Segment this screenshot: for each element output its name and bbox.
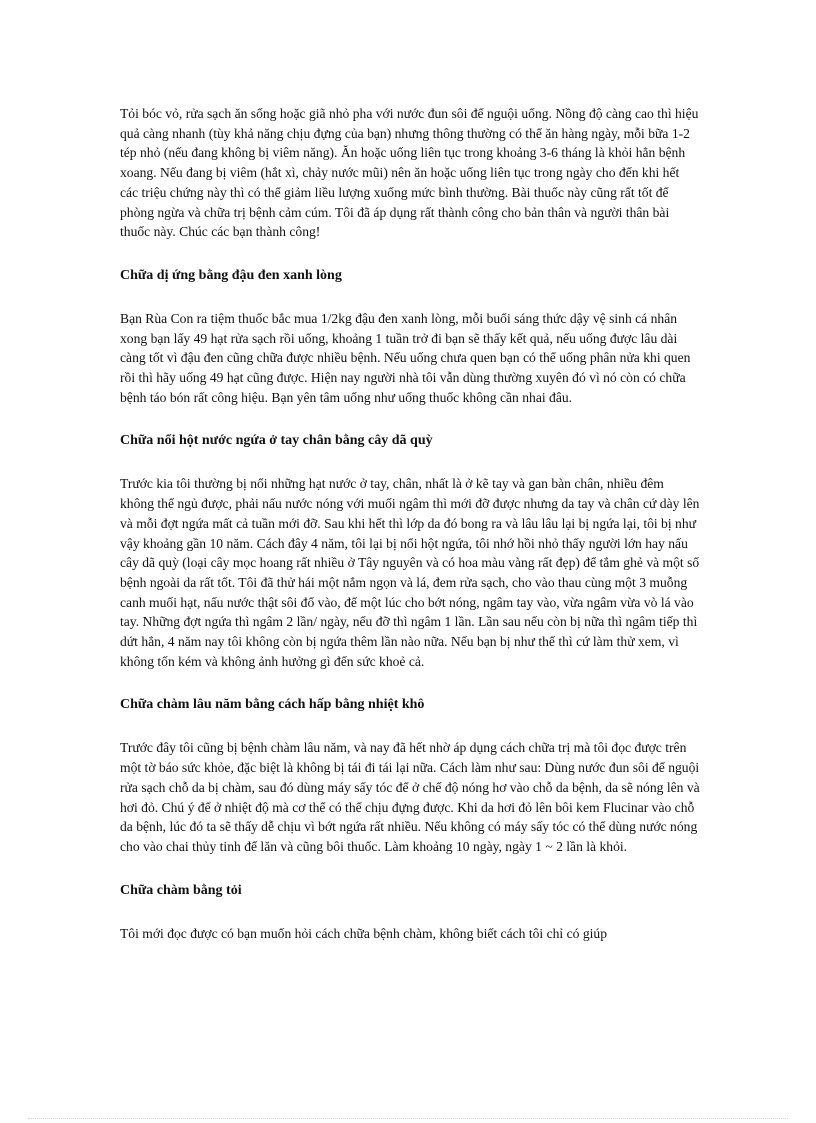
paragraph-allergy-black-bean: Bạn Rùa Con ra tiệm thuốc bắc mua 1/2kg đậu đen xanh lòng, mỗi buổi sáng thức dậy vệ sinh cá nhân xong bạn lấy 49 hạt rửa sạch rồi uống, khoảng 1 tuần trở đi bạn sẽ thấy kết quả, nếu uống được lâu dài càng tốt vì đậu đen cũng chữa được nhiều bệnh. Nếu uống chưa quen bạn có thể uống phân nửa khi quen rồi thì hãy uống 49 hạt cũng được. Hiện nay người nhà tôi vẫn dùng thường xuyên đó vì nó còn có chữa bệnh táo bón rất công hiệu. Bạn yên tâm uống như uống thuốc không cần nhai đâu.	[120, 310, 691, 405]
page-bottom-divider	[28, 1118, 788, 1119]
paragraph-garlic-remedy: Tỏi bóc vỏ, rửa sạch ăn sống hoặc giã nhỏ pha với nước đun sôi để nguội uống. Nồng độ càng cao thì hiệu quả càng nhanh (tùy khả năng chịu đựng của bạn) nhưng thông thường có thể ăn hàng ngày, mỗi bữa 1-2 tép nhỏ (nếu đang không bị viêm năng). Ăn hoặc uống liên tục trong khoảng 3-6 tháng là khỏi hẳn bệnh xoang. Nếu đang bị viêm (hắt xì, chảy nước mũi) nên ăn hoặc uống liên tục trong ngày cho đến khi hết các triệu chứng này thì có thể giảm liều lượng xuống mức bình thường. Bài thuốc này cũng rất tốt để phòng ngừa và chữa trị bệnh cảm cúm. Tôi đã áp dụng rất thành công cho bản thân và người thân bài thuốc này. Chúc các bạn thành công!	[120, 106, 699, 240]
document-content	[120, 104, 700, 967]
paragraph-itchy-blisters: Trước kia tôi thường bị nổi những hạt nước ở tay, chân, nhất là ở kẽ tay và gan bàn chân, nhiều đêm không thể ngủ được, phải nấu nước nóng với muối ngâm thì mới đỡ được nhưng da tay và chân cứ dày lên và mỗi đợt ngứa mất cả tuần mới đỡ. Sau khi hết thì lớp da đó bong ra và lâu lâu lại bị ngứa lại, tôi bị như vậy khoảng gần 10 năm. Cách đây 4 năm, tôi lại bị nổi hột ngứa, tôi nhớ hồi nhỏ thấy người lớn hay nấu cây dã quỳ (loại cây mọc hoang rất nhiều ở Tây nguyên và có hoa màu vàng rất đẹp) để tắm ghẻ và một số bệnh ngoài da rất tốt. Tôi đã thử hái một nắm ngọn và lá, đem rửa sạch, cho vào thau cùng một 3 muỗng canh muối hạt, nấu nước thật sôi đổ vào, để một lúc cho bớt nóng, ngâm tay vào, vừa ngâm vừa vò lá vào tay. Những đợt ngứa thì ngâm 2 lần/ ngày, nếu đỡ thì ngâm 1 lần. Lần sau nếu còn bị nữa thì ngâm tiếp thì dứt hẳn, 4 năm nay tôi không còn bị ngứa thêm lần nào nữa. Nếu bạn bị như thế thì cứ làm thử xem, vì không tốn kém và không ảnh hưởng gì đến sức khoẻ cả.	[120, 476, 700, 669]
heading-itchy-blisters: Chữa nổi hột nước ngứa ở tay chân bằng cây dã quỳ	[120, 433, 433, 449]
heading-eczema-dry-heat: Chữa chàm lâu năm bằng cách hấp bằng nhiệt khô	[120, 697, 425, 713]
heading-allergy-black-bean: Chữa dị ứng bằng đậu đen xanh lòng	[120, 267, 342, 283]
paragraph-eczema-dry-heat: Trước đây tôi cũng bị bệnh chàm lâu năm, và nay đã hết nhờ áp dụng cách chữa trị mà tôi đọc được trên một tờ báo sức khỏe, đặc biệt là không bị tái đi tái lại nữa. Cách làm như sau: Dùng nước đun sôi để nguội rửa sạch chỗ da bị chàm, sau đó dùng máy sấy tóc để ở chế độ nóng hơ vào chỗ da bệnh, da sẽ nóng lên và hơi đỏ. Chú ý để ở nhiệt độ mà cơ thể có thể chịu đựng được. Khi da hơi đỏ lên bôi kem Flucinar vào chỗ da bệnh, lúc đó ta sẽ thấy dễ chịu vì bớt ngứa rất nhiều. Nếu không có máy sấy tóc có thể dùng nước nóng cho vào chai thủy tinh để lăn và cũng bôi thuốc. Làm khoảng 10 ngày, ngày 1 ~ 2 lần là khỏi.	[120, 740, 700, 854]
heading-eczema-garlic: Chữa chàm bằng tỏi	[120, 882, 242, 898]
paragraph-eczema-garlic: Tôi mới đọc được có bạn muốn hỏi cách chữa bệnh chàm, không biết cách tôi chỉ có giúp	[120, 925, 608, 941]
